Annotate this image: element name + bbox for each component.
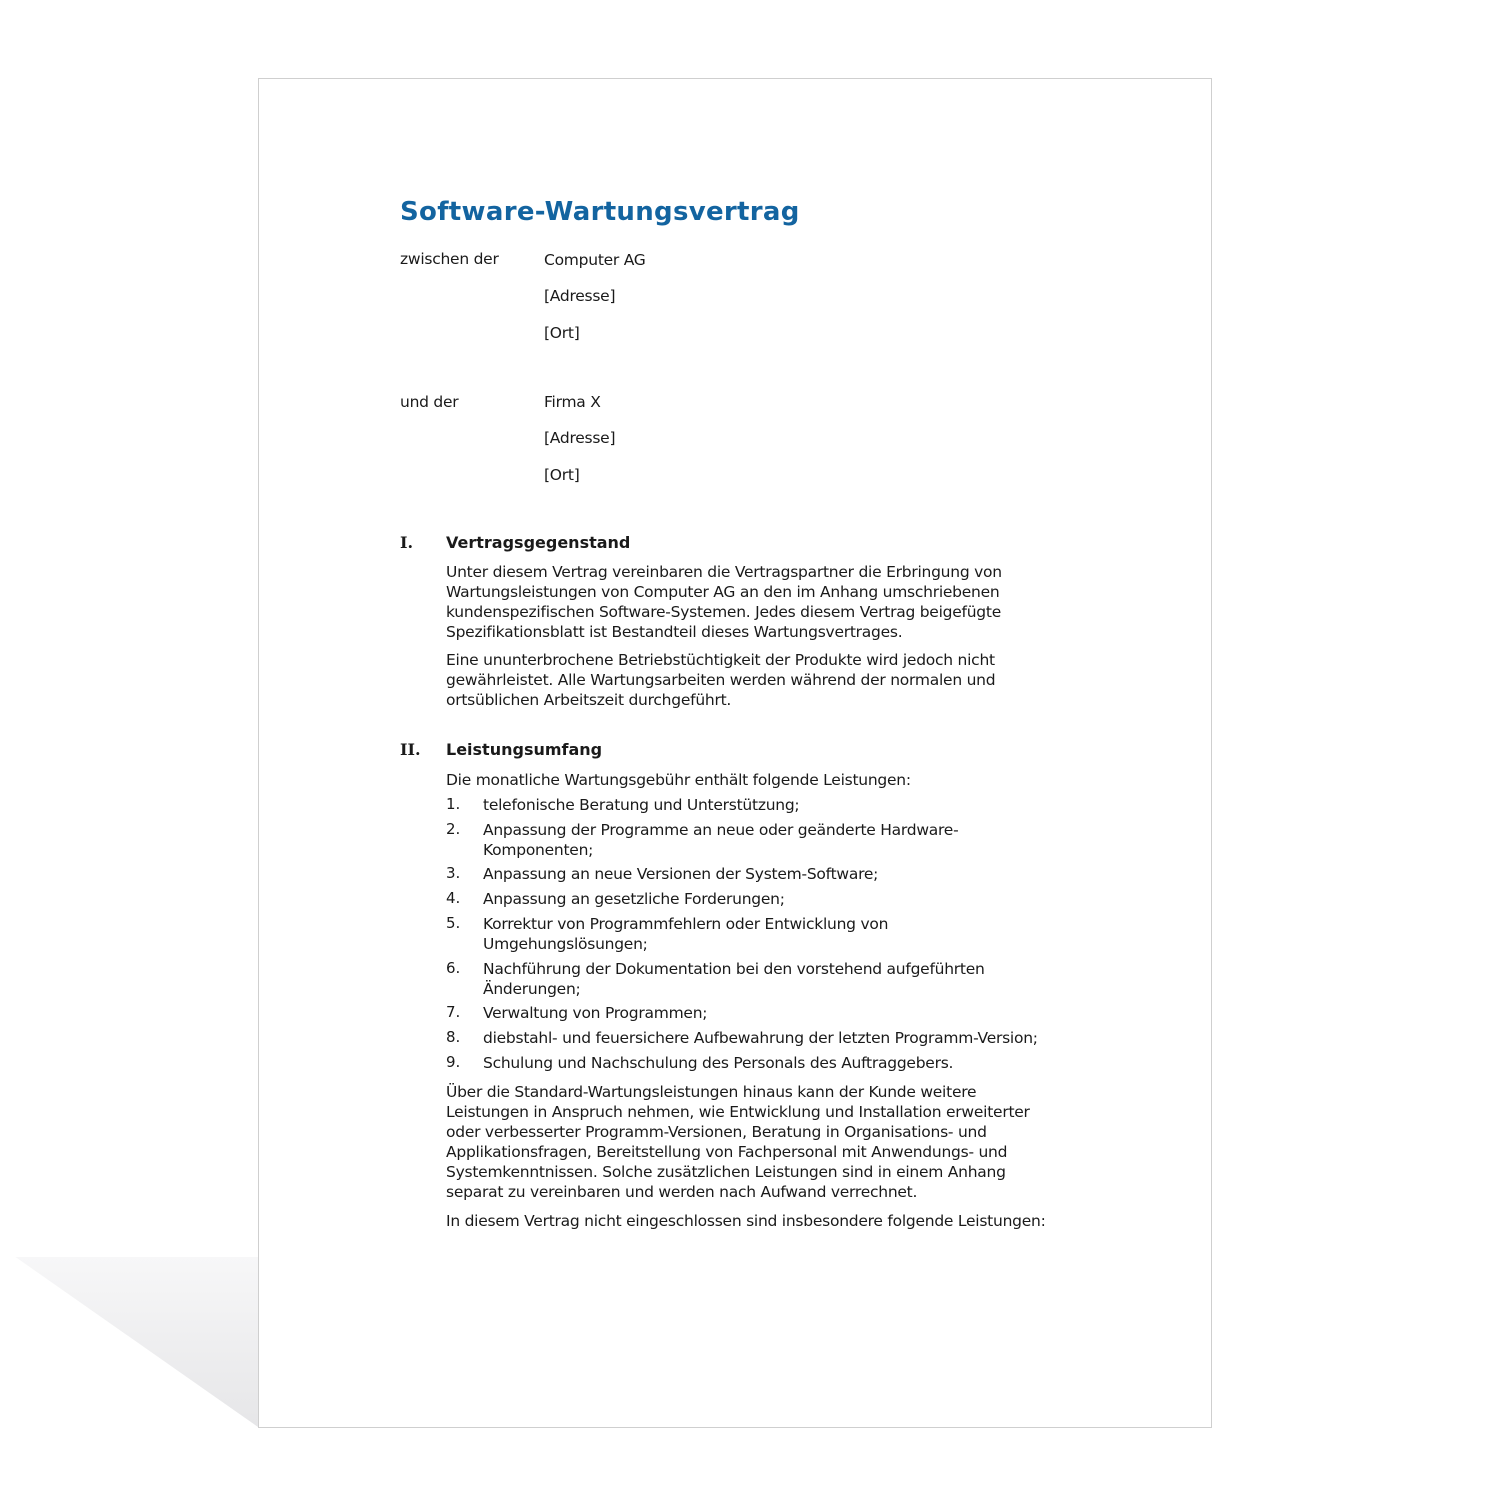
list-number: 4. [446, 889, 461, 907]
document-title: Software-Wartungsvertrag [400, 197, 800, 227]
party-label: und der [400, 393, 459, 411]
party-address: [Adresse] [544, 287, 616, 305]
list-number: 6. [446, 959, 461, 977]
section-title: Vertragsgegenstand [446, 533, 631, 552]
text-line: separat zu vereinbaren und werden nach Aufwand verrechnet. [446, 1183, 918, 1201]
text-line: Korrektur von Programmfehlern oder Entwicklung von [483, 915, 889, 933]
paragraph [446, 1082, 1030, 1202]
list-text [483, 889, 785, 909]
page-shadow [0, 1257, 258, 1427]
text-line: Anpassung an gesetzliche Forderungen; [483, 890, 785, 908]
text-line: Anpassung der Programme an neue oder geänderte Hardware- [483, 821, 959, 839]
text-line: Über die Standard-Wartungsleistungen hinaus kann der Kunde weitere [446, 1083, 977, 1101]
text-line: diebstahl- und feuersichere Aufbewahrung der letzten Programm-Version; [483, 1029, 1038, 1047]
text-line: Nachführung der Dokumentation bei den vorstehend aufgeführten [483, 960, 985, 978]
list-text [483, 1028, 1038, 1048]
list-number: 3. [446, 864, 461, 882]
list-text [483, 795, 799, 815]
list-text [483, 864, 878, 884]
text-line: Änderungen; [483, 980, 581, 998]
list-text [483, 914, 888, 954]
list-number: 8. [446, 1028, 461, 1046]
list-text [483, 959, 985, 999]
paragraph [446, 770, 911, 790]
section-number: I. [400, 533, 414, 552]
list-number: 5. [446, 914, 461, 932]
party-city: [Ort] [544, 324, 580, 342]
party-name: Firma X [544, 393, 601, 411]
list-number: 9. [446, 1053, 461, 1071]
text-line: Leistungen in Anspruch nehmen, wie Entwicklung und Installation erweiterter [446, 1103, 1030, 1121]
section-number: II. [400, 740, 421, 759]
paragraph [446, 562, 1002, 642]
text-line: Komponenten; [483, 841, 594, 859]
text-line: Anpassung an neue Versionen der System-Software; [483, 865, 879, 883]
text-line: Applikationsfragen, Bereitstellung von Fachpersonal mit Anwendungs- und [446, 1143, 1008, 1161]
text-line: Verwaltung von Programmen; [483, 1004, 708, 1022]
paragraph [446, 1211, 1046, 1231]
section-title: Leistungsumfang [446, 740, 603, 759]
party-name: Computer AG [544, 251, 646, 269]
party-address: [Adresse] [544, 429, 616, 447]
text-line: kundenspezifischen Software-Systemen. Jedes diesem Vertrag beigefügte [446, 603, 1002, 621]
text-line: Unter diesem Vertrag vereinbaren die Vertragspartner die Erbringung von [446, 563, 1002, 581]
text-line: Wartungsleistungen von Computer AG an den im Anhang umschriebenen [446, 583, 1000, 601]
list-number: 2. [446, 820, 461, 838]
list-text [483, 820, 958, 860]
text-line: Spezifikationsblatt ist Bestandteil dieses Wartungsvertrages. [446, 623, 903, 641]
text-line: Eine ununterbrochene Betriebstüchtigkeit der Produkte wird jedoch nicht [446, 651, 995, 669]
text-line: In diesem Vertrag nicht eingeschlossen sind insbesondere folgende Leistungen: [446, 1212, 1046, 1230]
text-line: ortsüblichen Arbeitszeit durchgeführt. [446, 691, 732, 709]
list-text [483, 1003, 707, 1023]
list-number: 7. [446, 1003, 461, 1021]
party-label: zwischen der [400, 250, 499, 268]
party-city: [Ort] [544, 466, 580, 484]
paragraph [446, 650, 995, 710]
text-line: oder verbesserter Programm-Versionen, Beratung in Organisations- und [446, 1123, 987, 1141]
text-line: Die monatliche Wartungsgebühr enthält folgende Leistungen: [446, 771, 911, 789]
text-line: Schulung und Nachschulung des Personals des Auftraggebers. [483, 1054, 954, 1072]
text-line: Umgehungslösungen; [483, 935, 648, 953]
list-text [483, 1053, 953, 1073]
text-line: gewährleistet. Alle Wartungsarbeiten werden während der normalen und [446, 671, 996, 689]
text-line: telefonische Beratung und Unterstützung; [483, 796, 800, 814]
text-line: Systemkenntnissen. Solche zusätzlichen Leistungen sind in einem Anhang [446, 1163, 1006, 1181]
list-number: 1. [446, 795, 461, 813]
